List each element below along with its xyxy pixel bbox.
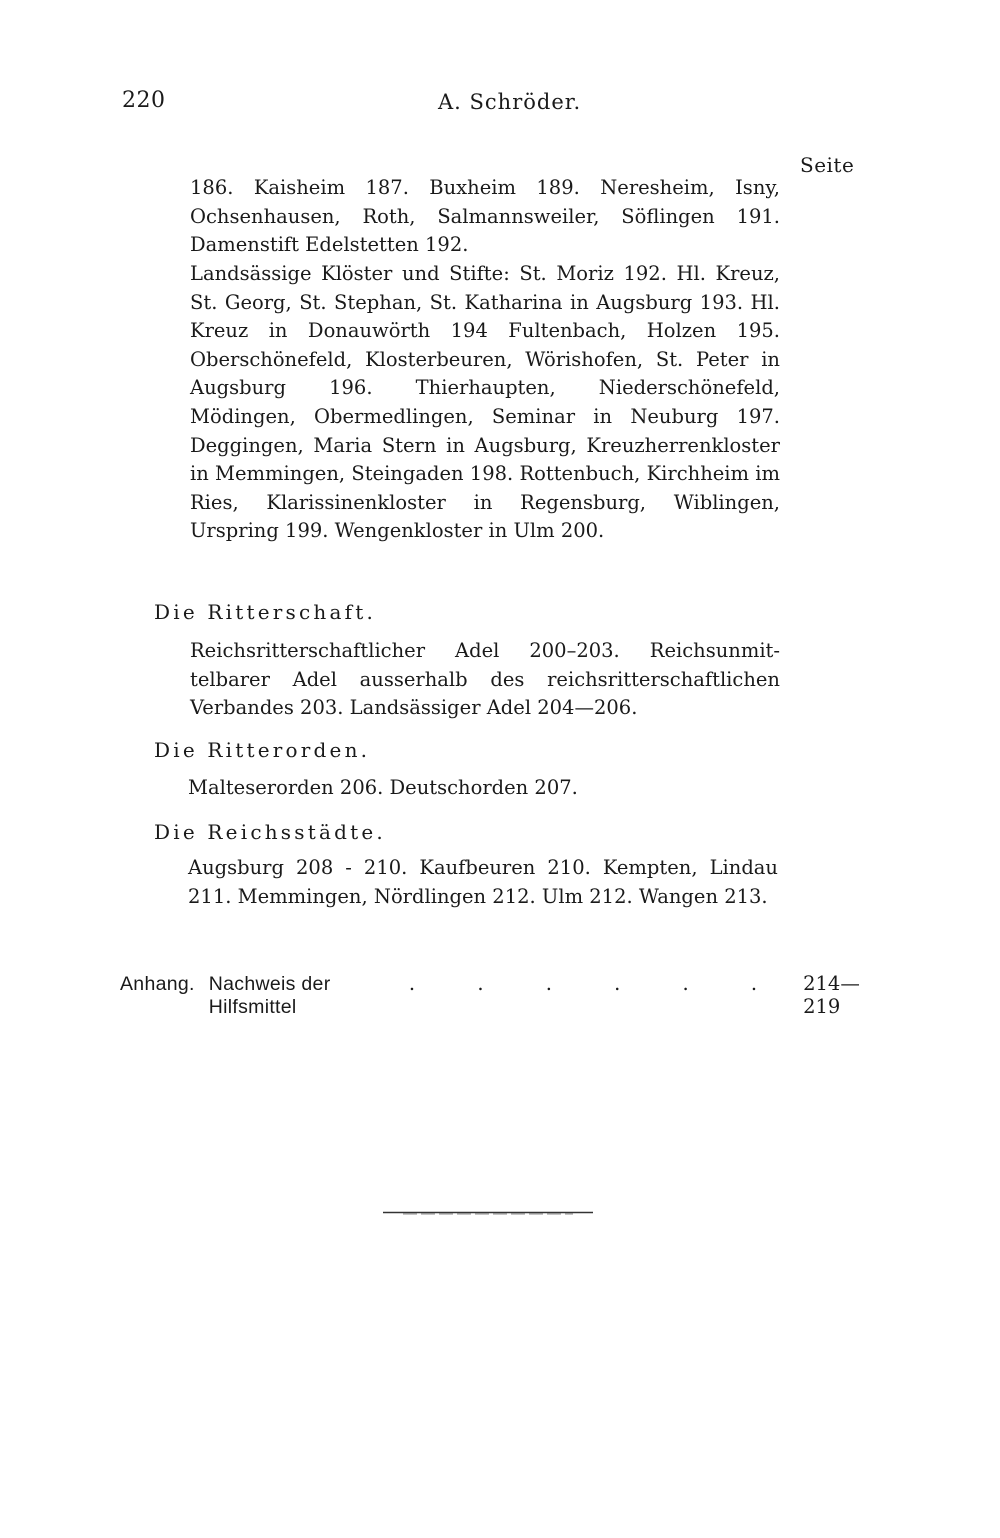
page-number: 220 [122,88,166,113]
entry-block-ritterschaft: Reichsritterschaftlicher Adel 200–203. Reichsunmittelbarer Adel ausserhalb des reichsritterschaftlichen Verbandes 203. Landsässiger Adel 204—206. [190,639,780,720]
dot-leader: . . . . . . [408,972,786,995]
entry-block-monasteries-continued: 186. Kaisheim 187. Buxheim 189. Neresheim, Isny, Ochsenhausen, Roth, Salmannsweiler, Söflingen 191. Damenstift Edelstetten 192. [190,176,780,257]
appendix-page-range: 214—219 [803,972,860,1018]
page-column-label: Seite [800,153,855,177]
appendix-entry [120,972,880,1019]
section-heading-ritterorden: Die Ritterorden. [154,738,371,762]
entry-block-landsaessige-kloester: Landsässige Klöster und Stifte: St. Moriz 192. Hl. Kreuz, St. Georg, St. Stephan, St. Katharina in Augsburg 193. Hl. Kreuz in Donauwörth 194 Fultenbach, Holzen 195. Oberschönefeld, Klosterbeuren, Wörishofen, St. Peter in Augsburg 196. Thierhaupten, Niederschönefeld, Mödingen, Obermedlingen, Seminar in Neuburg 197. Deggingen, Maria Stern in Augsburg, Kreuzherrenkloster in Memmingen, Steingaden 198. Rottenbuch, Kirchheim im Ries, Klarissinenkloster in Regensburg, Wiblingen, Urspring 199. Wengenkloster in Ulm 200. [190,262,780,543]
running-title: A. Schröder. [438,90,582,114]
section-heading-ritterschaft: Die Ritterschaft. [154,600,377,624]
entry-block-ritterorden: Malteserorden 206. Deutschorden 207. [188,776,578,799]
entry-block-reichsstaedte: Augsburg 208 - 210. Kaufbeuren 210. Kempten, Lindau 211. Memmingen, Nördlingen 212. Ulm 212. Wangen 213. [188,856,778,908]
appendix-title: Nachweis der Hilfsmittel [208,973,331,1018]
section-heading-reichsstaedte: Die Reichsstädte. [154,820,386,844]
appendix-label: Anhang. [120,973,195,995]
end-ornament-rule [383,1211,593,1215]
